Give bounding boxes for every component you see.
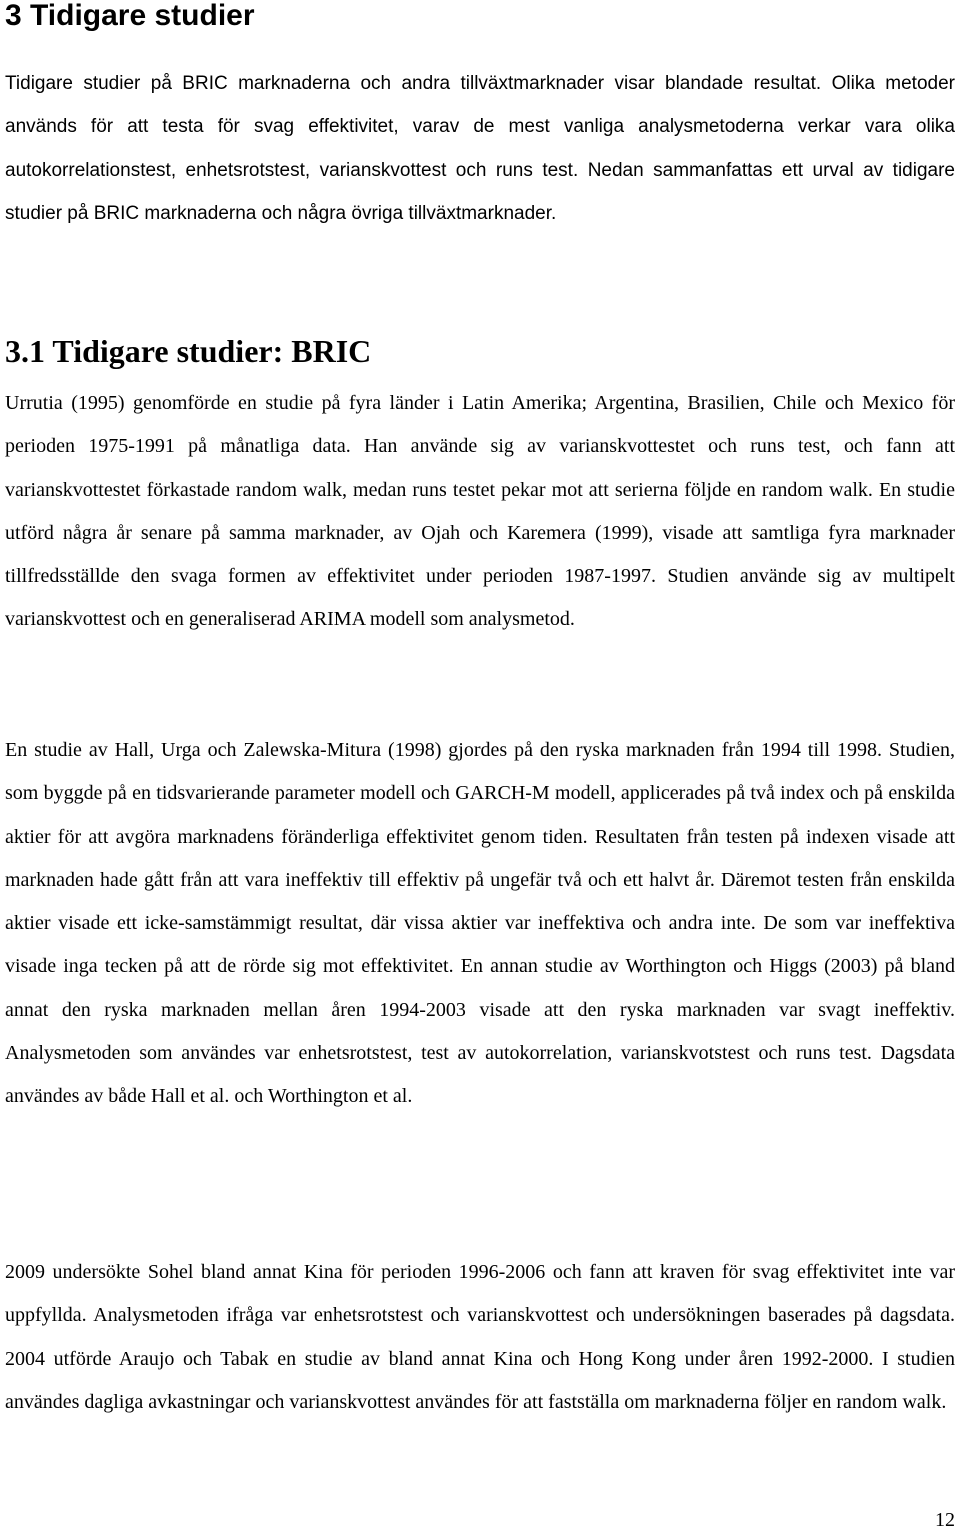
intro-paragraph: Tidigare studier på BRIC marknaderna och andra tillväxtmarknader visar blandade resultat. Olika metoder används för att testa för svag effektivitet, varav de mest vanliga analysmetoderna verkar vara olika autokorrelationstest, enhetsrotstest, varianskvottest och runs test. Nedan sammanfattas ett urval av tidigare studier på BRIC marknaderna och några övriga tillväxtmarknader. xyxy=(5,73,955,224)
page-number: 12 xyxy=(935,1509,955,1531)
chapter-heading: 3 Tidigare studier xyxy=(5,0,255,32)
section-heading: 3.1 Tidigare studier: BRIC xyxy=(5,333,372,369)
paragraph-hall: En studie av Hall, Urga och Zalewska-Mitura (1998) gjordes på den ryska marknaden från 1994 till 1998. Studien, som byggde på en tidsvarierande parameter modell och GARCH-M modell, applicerades på två index och på enskilda aktier för att avgöra marknadens föränderliga effektivitet genom tiden. Resultaten från testen på indexen visade att marknaden hade gått från att vara ineffektiv till effektiv på ungefär två och ett halvt år. Däremot testen från enskilda aktier visade ett icke-samstämmigt resultat, där vissa aktier var ineffektiva och andra inte. De som var ineffektiva visade inga tecken på att de rörde sig mot effektivitet. En annan studie av Worthington och Higgs (2003) på bland annat den ryska marknaden mellan åren 1994-2003 visade att den ryska marknaden var svagt ineffektiv. Analysmetoden som användes var enhetsrotstest, test av autokorrelation, varianskvotstest och runs test. Dagsdata användes av både Hall et al. och Worthington et al. xyxy=(5,739,955,1108)
paragraph-urrutia: Urrutia (1995) genomförde en studie på fyra länder i Latin Amerika; Argentina, Brasilien, Chile och Mexico för perioden 1975-1991 på månatliga data. Han använde sig av varianskvottestet och runs test, och fann att varianskvottestet förkastade random walk, medan runs testet pekar mot att serierna följde en random walk. En studie utförd några år senare på samma marknader, av Ojah och Karemera (1999), visade att samtliga fyra marknader tillfredsställde den svaga formen av effektivitet under perioden 1987-1997. Studien använde sig av multipelt varianskvottest och en generaliserad ARIMA modell som analysmetod. xyxy=(5,392,955,631)
paragraph-sohel: 2009 undersökte Sohel bland annat Kina för perioden 1996-2006 och fann att kraven för svag effektivitet inte var uppfyllda. Analysmetoden ifråga var enhetsrotstest och varianskvottest och undersökningen baserades på dagsdata. 2004 utförde Araujo och Tabak en studie av bland annat Kina och Hong Kong under åren 1992-2000. I studien användes dagliga avkastningar och varianskvottest användes för att fastställa om marknaderna följer en random walk. xyxy=(5,1261,955,1413)
